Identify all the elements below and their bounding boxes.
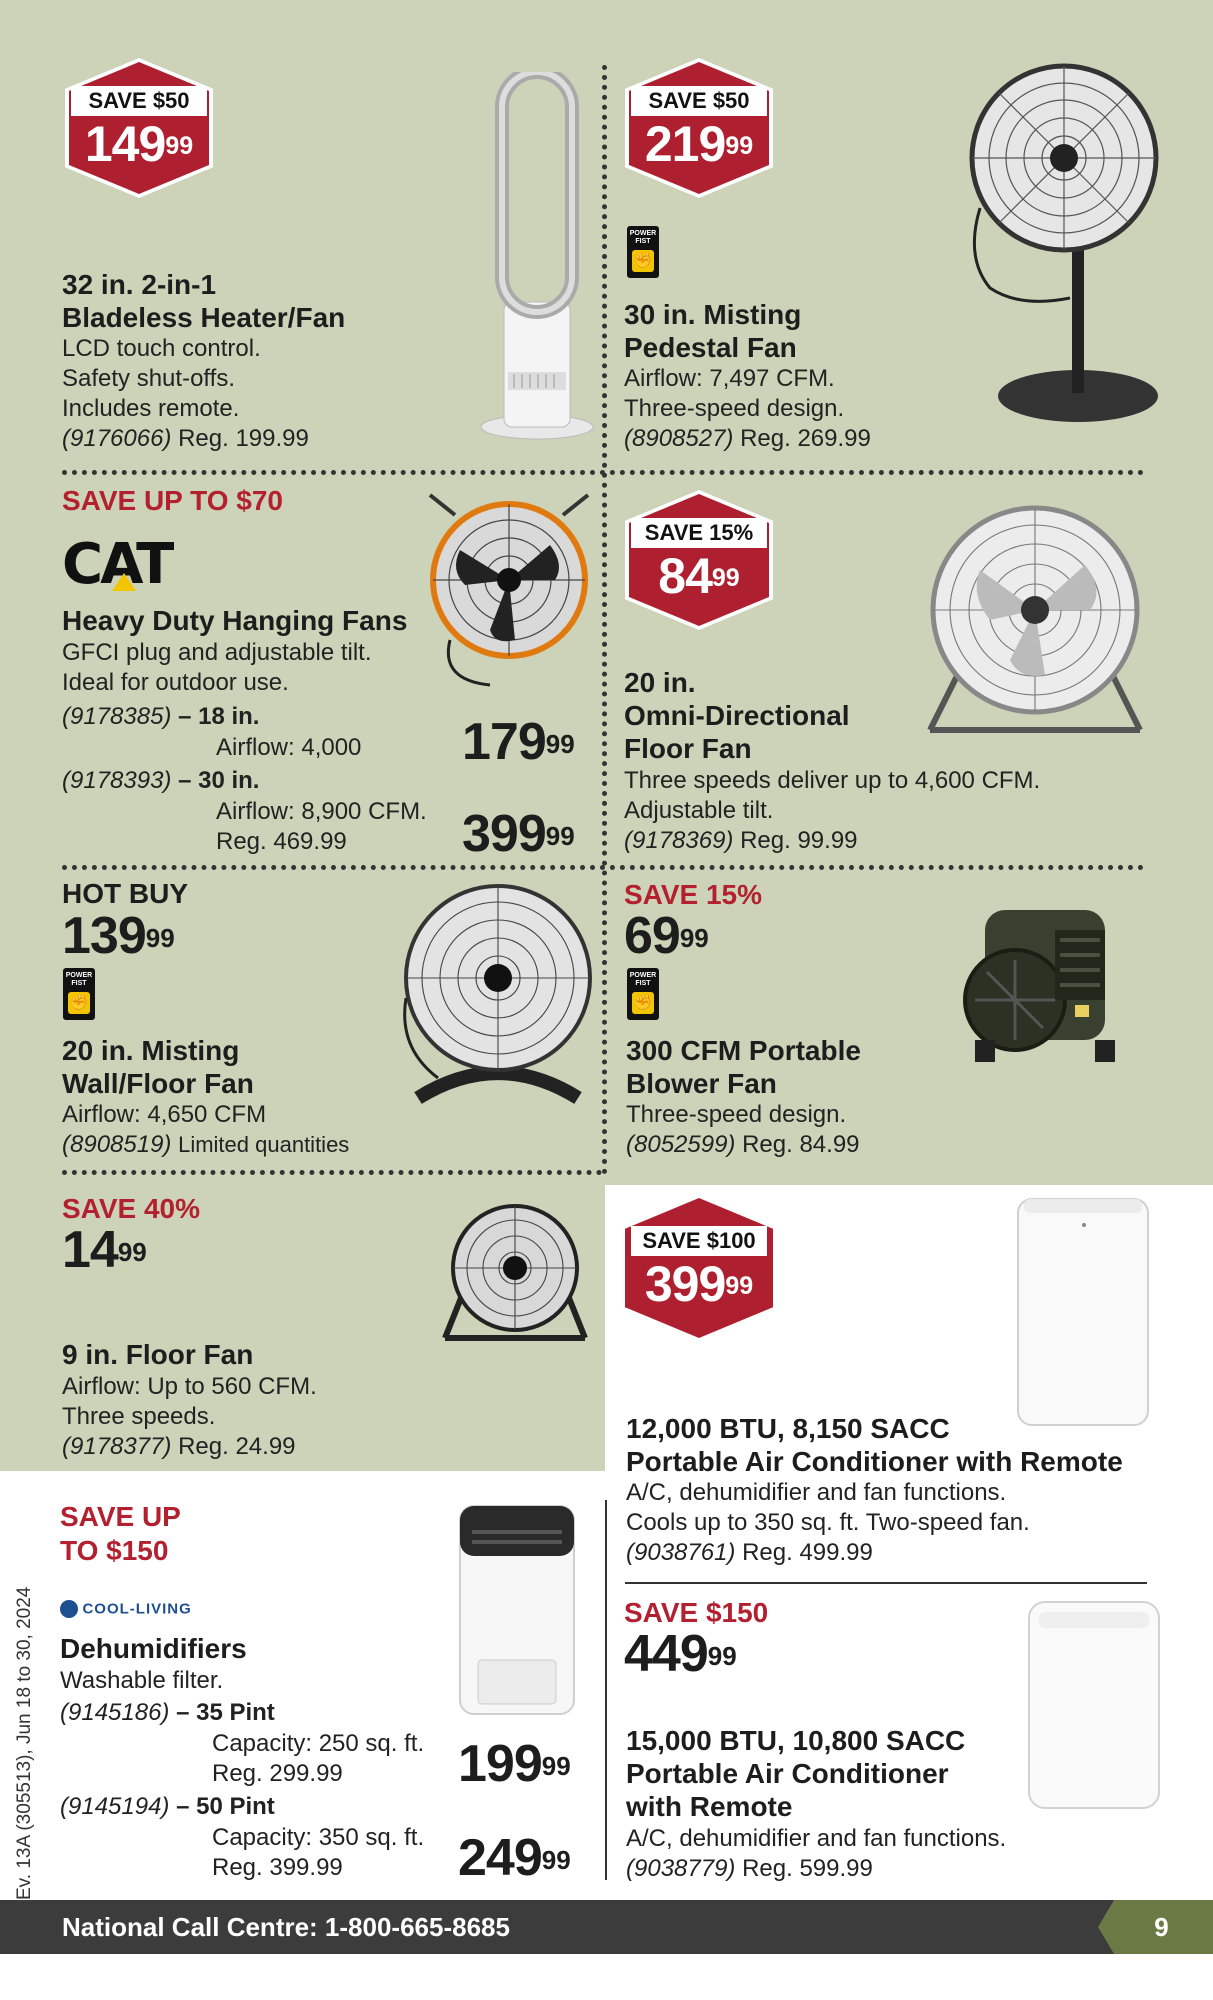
product-title-misting-wall: 20 in. Misting Wall/Floor Fan — [62, 1035, 254, 1099]
floor-fan-9-image — [435, 1198, 595, 1348]
product-desc-misting-wall: Airflow: 4,650 CFM (8908519) Limited quantities — [62, 1101, 350, 1158]
promo-blower: SAVE 15% — [624, 879, 762, 910]
price: $399^{99}$ — [644, 1256, 754, 1312]
product-desc-misting-pedestal: Airflow: 7,497 CFM. Three-speed design. (8908527) Reg. 269.99 — [624, 365, 871, 452]
product-desc-floor-9: Airflow: Up to 560 CFM. Three speeds. (9178377) Reg. 24.99 — [62, 1373, 317, 1460]
variant-35-pint-details: Capacity: 250 sq. ft. Reg. 299.99 — [212, 1730, 425, 1787]
product-title-blower: 300 CFM Portable Blower Fan — [626, 1035, 861, 1099]
price-badge-ac-12000: SAVE $100 $399^{99}$ — [625, 1198, 773, 1338]
misting-wall-fan-image — [398, 878, 598, 1110]
variant-30in-details: Airflow: 8,900 CFM. Reg. 469.99 — [216, 798, 427, 855]
divider-ac — [625, 1582, 1147, 1584]
price-18in: $179^{99}$ — [462, 713, 575, 771]
product-desc-hanging-fans: GFCI plug and adjustable tilt. Ideal for outdoor use. — [62, 639, 372, 696]
product-title-hanging-fans: Heavy Duty Hanging Fans — [62, 605, 408, 636]
variant-50-pint-details: Capacity: 350 sq. ft. Reg. 399.99 — [212, 1824, 425, 1881]
promo-floor-9: SAVE 40% — [62, 1193, 200, 1224]
product-desc-blower: Three-speed design. (8052599) Reg. 84.99 — [626, 1101, 860, 1158]
power-fist-logo-icon: POWER FIST ✊ — [627, 968, 659, 1020]
price-misting-wall: $139^{99}$ — [62, 907, 175, 965]
product-title-floor-9: 9 in. Floor Fan — [62, 1339, 254, 1370]
price: $84^{99}$ — [658, 548, 740, 604]
product-desc-ac-12000: A/C, dehumidifier and fan functions. Cools up to 350 sq. ft. Two-speed fan. (9038761) Reg. 499.99 — [626, 1479, 1030, 1566]
price: $149^{99}$ — [84, 116, 194, 172]
call-centre-text: National Call Centre: 1-800-665-8685 — [62, 1912, 510, 1942]
product-desc-ac-15000: A/C, dehumidifier and fan functions. (9038779) Reg. 599.99 — [626, 1825, 1007, 1882]
power-fist-logo-icon: POWER FIST ✊ — [627, 226, 659, 278]
divider-row-1 — [62, 470, 1144, 475]
promo-ac-15000: SAVE $150 — [624, 1597, 769, 1628]
product-title-ac-12000: 12,000 BTU, 8,150 SACC Portable Air Conditioner with Remote — [626, 1413, 1123, 1477]
power-fist-logo-icon: POWER FIST ✊ — [63, 968, 95, 1020]
portable-ac-15000-image — [1025, 1598, 1165, 1813]
promo-hanging-fans: SAVE UP TO $70 — [62, 485, 283, 516]
event-code: Ev. 13A (305513), Jun 18 to 30, 2024 — [14, 1586, 35, 1900]
product-title-dehumidifiers: Dehumidifiers — [60, 1633, 247, 1664]
divider-vertical-top — [602, 65, 607, 1175]
price-30in: $399^{99}$ — [462, 805, 575, 863]
price-floor-9: $14^{99}$ — [62, 1221, 147, 1279]
page-number: 9 — [1154, 1912, 1169, 1942]
price-35-pint: $199^{99}$ — [458, 1735, 571, 1793]
price-badge-omni-floor: SAVE 15% $84^{99}$ — [625, 490, 773, 630]
dehumidifier-image — [452, 1500, 582, 1720]
blower-fan-image — [945, 900, 1130, 1070]
product-desc-omni-floor: Three speeds deliver up to 4,600 CFM. Adjustable tilt. (9178369) Reg. 99.99 — [624, 767, 1041, 854]
variant-18in-airflow: Airflow: 4,000 — [216, 734, 362, 761]
price-badge-misting-pedestal: SAVE $50 $219^{99}$ — [625, 58, 773, 198]
divider-row-3 — [62, 1170, 602, 1175]
product-desc-heater-fan: LCD touch control. Safety shut-offs. Includes remote. (9176066) Reg. 199.99 — [62, 335, 309, 452]
product-title-misting-pedestal: 30 in. Misting Pedestal Fan — [624, 299, 802, 363]
bladeless-fan-image — [478, 72, 596, 442]
product-title-ac-15000: 15,000 BTU, 10,800 SACC Portable Air Conditioner with Remote — [626, 1725, 966, 1822]
cat-logo-icon: CAT — [62, 532, 172, 597]
variant-50-pint: (9145194) – 50 Pint — [60, 1793, 275, 1820]
variant-30in: (9178393) – 30 in. — [62, 767, 260, 794]
price-50-pint: $249^{99}$ — [458, 1829, 571, 1887]
price-badge-heater-fan: SAVE $50 $149^{99}$ — [65, 58, 213, 198]
omni-floor-fan-image — [910, 500, 1160, 750]
portable-ac-12000-image — [1014, 1195, 1154, 1430]
variant-35-pint: (9145186) – 35 Pint — [60, 1699, 275, 1726]
cool-living-logo-icon: COOL-LIVING — [60, 1600, 192, 1622]
price-ac-15000: $449^{99}$ — [624, 1625, 737, 1683]
product-title-omni-floor: 20 in. Omni-Directional Floor Fan — [624, 667, 850, 764]
product-title-heater-fan: 32 in. 2-in-1 Bladeless Heater/Fan — [62, 269, 346, 333]
price: $219^{99}$ — [644, 116, 754, 172]
hanging-fan-image — [420, 490, 598, 690]
footer-bar — [0, 1900, 1213, 1954]
divider-row-2 — [62, 865, 1144, 870]
variant-18in: (9178385) – 18 in. — [62, 703, 260, 730]
product-desc-dehumidifiers: Washable filter. — [60, 1667, 224, 1694]
promo-misting-wall: HOT BUY — [62, 878, 188, 909]
promo-dehumidifiers: SAVE UP TO $150 — [60, 1501, 181, 1566]
price-blower: $69^{99}$ — [624, 907, 709, 965]
divider-vertical-bottom — [605, 1500, 607, 1880]
pedestal-fan-image — [960, 58, 1160, 428]
